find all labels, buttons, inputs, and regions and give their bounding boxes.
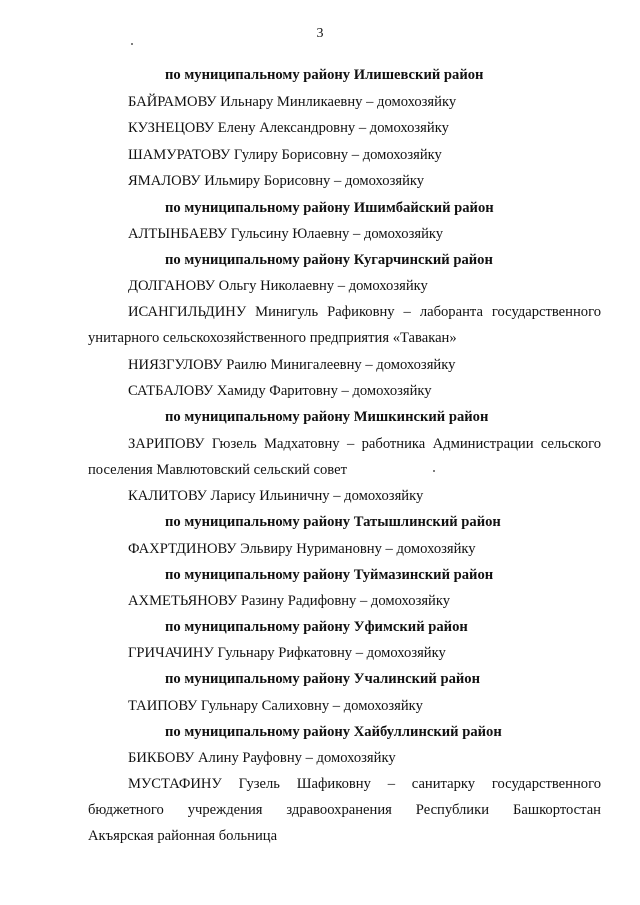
- district-heading: по муниципальному району Мишкинский район: [165, 409, 489, 425]
- district-heading: по муниципальному району Учалинский район: [165, 671, 480, 687]
- page-number: 3: [316, 26, 324, 41]
- district-heading: по муниципальному району Илишевский район: [165, 67, 484, 83]
- district-heading: по муниципальному району Уфимский район: [165, 619, 468, 635]
- district-heading: по муниципальному району Хайбуллинский район: [165, 724, 502, 740]
- list-item: ШАМУРАТОВУ Гулиру Борисовну – домохозяйку: [128, 147, 442, 163]
- list-item-continuation: Акъярская районная больница: [88, 828, 278, 844]
- scan-speck: [433, 470, 435, 472]
- list-item: ФАХРТДИНОВУ Эльвиру Нуримановну – домохозяйку: [128, 541, 476, 557]
- list-item: НИЯЗГУЛОВУ Раилю Минигалеевну – домохозяйку: [128, 357, 456, 373]
- district-heading: по муниципальному району Кугарчинский район: [165, 252, 493, 268]
- list-item: ДОЛГАНОВУ Ольгу Николаевну – домохозяйку: [128, 278, 428, 294]
- list-item: ЯМАЛОВУ Ильмиру Борисовну – домохозяйку: [128, 173, 425, 189]
- list-item: ЗАРИПОВУ Гюзель Мадхатовну – работника Администрации сельского: [128, 436, 601, 452]
- list-item: ТАИПОВУ Гульнару Салиховну – домохозяйку: [128, 698, 423, 714]
- list-item: ГРИЧАЧИНУ Гульнару Рифкатовну – домохозяйку: [128, 645, 446, 661]
- scan-speck: [131, 43, 133, 45]
- list-item: КАЛИТОВУ Ларису Ильиничну – домохозяйку: [128, 488, 424, 504]
- list-item: БАЙРАМОВУ Ильнару Минликаевну – домохозяйку: [128, 94, 457, 110]
- list-item: АЛТЫНБАЕВУ Гульсину Юлаевну – домохозяйку: [128, 226, 444, 242]
- list-item-continuation: унитарного сельскохозяйственного предприятия «Тавакан»: [88, 330, 457, 346]
- list-item: ИСАНГИЛЬДИНУ Минигуль Рафиковну – лаборанта государственного: [128, 304, 601, 320]
- list-item: САТБАЛОВУ Хамиду Фаритовну – домохозяйку: [128, 383, 432, 399]
- list-item: БИКБОВУ Алину Рауфовну – домохозяйку: [128, 750, 396, 766]
- district-heading: по муниципальному району Туймазинский район: [165, 567, 494, 583]
- list-item-continuation: поселения Мавлютовский сельский совет: [88, 462, 347, 478]
- list-item: АХМЕТЬЯНОВУ Разину Радифовну – домохозяйку: [128, 593, 451, 609]
- list-item: МУСТАФИНУ Гузель Шафиковну – санитарку государственного: [128, 776, 601, 792]
- district-heading: по муниципальному району Ишимбайский район: [165, 200, 494, 216]
- district-heading: по муниципальному району Татышлинский район: [165, 514, 501, 530]
- list-item: КУЗНЕЦОВУ Елену Александровну – домохозяйку: [128, 120, 449, 136]
- list-item-continuation: бюджетного учреждения здравоохранения Республики Башкортостан: [88, 802, 601, 818]
